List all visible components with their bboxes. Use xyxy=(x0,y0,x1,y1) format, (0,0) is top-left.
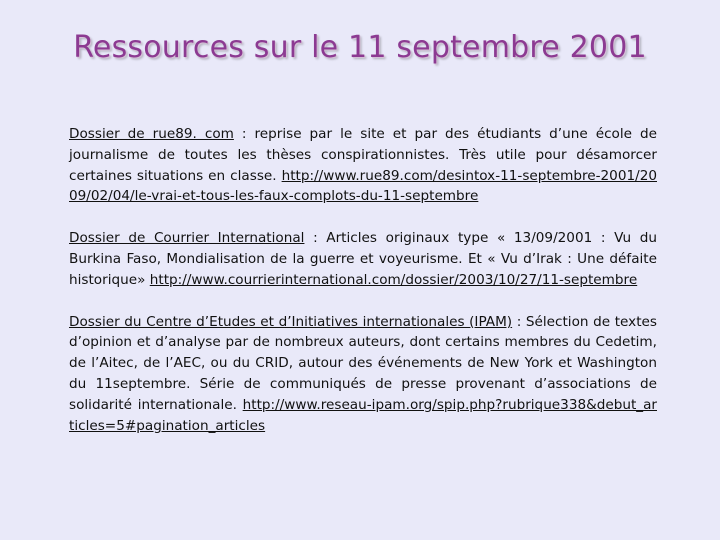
resource-heading: Dossier de Courrier International xyxy=(69,230,305,247)
resource-description: : Sélection de textes d’opinion et d’analyse par de nombreux auteurs, dont certains membres du Cedetim, de l’Aitec, de l’AEC, ou du CRID, autour des événements de New York et Washington du 11septembre. Série de communiqués de presse provenant d’associations de solidarité internationale. xyxy=(69,313,657,413)
slide-title: Ressources sur le 11 septembre 2001 xyxy=(73,30,647,65)
resource-link[interactable]: http://www.courrierinternational.com/dossier/2003/10/27/11-septembre xyxy=(149,271,638,288)
resource-link[interactable]: http://www.reseau-ipam.org/spip.php?rubrique338&debut_articles=5#pagination_articles xyxy=(69,396,657,434)
resource-entry-rue89 xyxy=(69,124,657,207)
resource-entry-ipam xyxy=(69,312,657,437)
resource-description: : Articles originaux type « 13/09/2001 : Vu du Burkina Faso, Mondialisation de la guerre et voyeurisme. Et « Vu d’Irak : Une défaite historique» xyxy=(69,230,657,288)
resource-entry-courrier-international xyxy=(69,228,657,290)
resource-list xyxy=(69,124,657,457)
resource-heading: Dossier de rue89. com xyxy=(69,126,234,142)
resource-description: : reprise par le site et par des étudiants d’une école de journalisme de toutes les thèses conspirationnistes. Très utile pour désamorcer certaines situations en classe. xyxy=(69,126,657,184)
resource-link[interactable]: http://www.rue89.com/desintox-11-septembre-2001/2009/02/04/le-vrai-et-tous-les-faux-complots-du-11-septembre xyxy=(69,167,657,205)
resource-heading: Dossier du Centre d’Etudes et d’Initiatives internationales (IPAM) xyxy=(69,313,513,330)
